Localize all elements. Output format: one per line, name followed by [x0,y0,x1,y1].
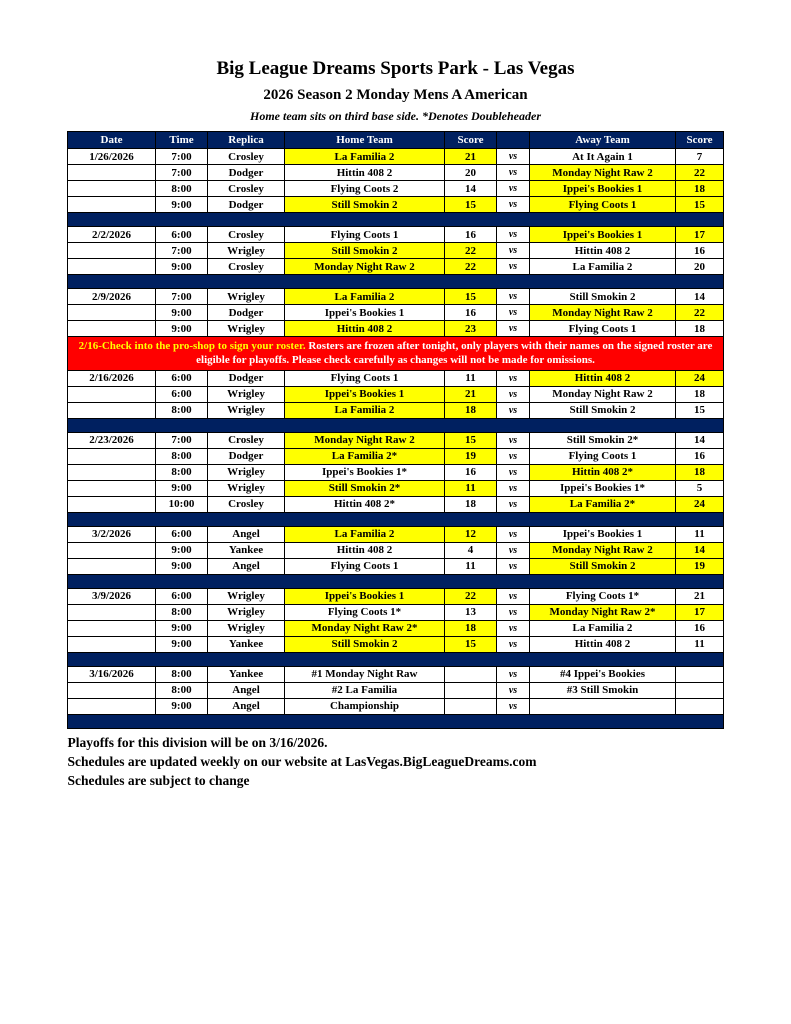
replica-cell: Angel [208,558,285,574]
game-row [68,526,724,542]
game-row [68,227,724,243]
game-row [68,181,724,197]
game-row [68,588,724,604]
column-header: Time [156,132,208,149]
vs-label: vs [497,432,530,448]
away-team-cell: Flying Coots 1* [530,588,676,604]
time-cell: 9:00 [156,698,208,714]
home-team-cell: Hittin 408 2 [285,542,445,558]
game-row [68,289,724,305]
home-score-cell: 11 [445,558,497,574]
time-cell: 9:00 [156,636,208,652]
separator-bar [68,652,724,666]
away-score-cell: 15 [676,402,724,418]
away-team-cell: Still Smokin 2 [530,558,676,574]
replica-cell: Wrigley [208,604,285,620]
away-team-cell: Still Smokin 2* [530,432,676,448]
home-score-cell: 22 [445,588,497,604]
separator-bar [68,714,724,728]
home-team-cell: Flying Coots 1 [285,558,445,574]
replica-cell: Yankee [208,542,285,558]
vs-label: vs [497,321,530,337]
game-row [68,666,724,682]
column-header: Replica [208,132,285,149]
replica-cell: Wrigley [208,243,285,259]
date-cell: 1/26/2026 [68,149,156,165]
separator-row [68,213,724,227]
vs-label: vs [497,402,530,418]
separator-row [68,652,724,666]
schedule-table [67,131,724,729]
away-team-cell: Hittin 408 2 [530,243,676,259]
separator-row [68,512,724,526]
time-cell: 6:00 [156,386,208,402]
table-body [68,149,724,729]
vs-label: vs [497,289,530,305]
home-team-cell: Flying Coots 1 [285,370,445,386]
away-team-cell: La Familia 2* [530,496,676,512]
time-cell: 7:00 [156,149,208,165]
away-team-cell: Ippei's Bookies 1 [530,181,676,197]
page-title: Big League Dreams Sports Park - Las Vegas [216,58,575,79]
home-team-cell: #1 Monday Night Raw [285,666,445,682]
home-team-cell: Ippei's Bookies 1 [285,305,445,321]
time-cell: 6:00 [156,588,208,604]
date-cell [68,165,156,181]
game-row [68,448,724,464]
away-score-cell: 19 [676,558,724,574]
away-team-cell: Still Smokin 2 [530,402,676,418]
replica-cell: Angel [208,698,285,714]
date-cell [68,496,156,512]
time-cell: 9:00 [156,542,208,558]
away-score-cell: 16 [676,243,724,259]
replica-cell: Yankee [208,636,285,652]
away-score-cell: 14 [676,289,724,305]
home-score-cell: 16 [445,464,497,480]
time-cell: 7:00 [156,243,208,259]
separator-row [68,574,724,588]
time-cell: 7:00 [156,289,208,305]
home-team-cell: Hittin 408 2* [285,496,445,512]
separator-bar [68,418,724,432]
vs-label: vs [497,197,530,213]
away-team-cell: At It Again 1 [530,149,676,165]
away-score-cell [676,682,724,698]
vs-label: vs [497,620,530,636]
vs-label: vs [497,305,530,321]
vs-label: vs [497,243,530,259]
vs-label: vs [497,526,530,542]
replica-cell: Yankee [208,666,285,682]
away-score-cell: 24 [676,496,724,512]
game-row [68,259,724,275]
page-subtitle: 2026 Season 2 Monday Mens A American [263,87,528,103]
date-cell: 2/16/2026 [68,370,156,386]
time-cell: 6:00 [156,370,208,386]
vs-label: vs [497,181,530,197]
column-header: Away Team [530,132,676,149]
date-cell: 2/23/2026 [68,432,156,448]
home-team-cell: Ippei's Bookies 1* [285,464,445,480]
date-cell: 3/9/2026 [68,588,156,604]
column-header: Home Team [285,132,445,149]
date-cell [68,464,156,480]
column-header: Date [68,132,156,149]
game-row [68,432,724,448]
time-cell: 8:00 [156,448,208,464]
home-team-cell: La Familia 2 [285,289,445,305]
vs-label: vs [497,542,530,558]
away-score-cell: 14 [676,542,724,558]
date-cell [68,698,156,714]
replica-cell: Wrigley [208,588,285,604]
game-row [68,480,724,496]
date-cell [68,620,156,636]
time-cell: 8:00 [156,402,208,418]
away-team-cell: Monday Night Raw 2 [530,542,676,558]
away-score-cell: 18 [676,386,724,402]
vs-label: vs [497,636,530,652]
away-score-cell: 17 [676,604,724,620]
game-row [68,305,724,321]
vs-label: vs [497,370,530,386]
home-score-cell [445,666,497,682]
time-cell: 8:00 [156,181,208,197]
away-team-cell: Monday Night Raw 2 [530,305,676,321]
away-score-cell: 18 [676,464,724,480]
home-team-cell: Still Smokin 2 [285,636,445,652]
away-score-cell: 16 [676,620,724,636]
away-score-cell: 24 [676,370,724,386]
away-team-cell: Monday Night Raw 2 [530,386,676,402]
away-team-cell: Flying Coots 1 [530,448,676,464]
vs-label: vs [497,386,530,402]
announcement-row [68,337,724,371]
home-team-cell: Still Smokin 2 [285,243,445,259]
home-score-cell: 20 [445,165,497,181]
home-score-cell: 15 [445,289,497,305]
date-cell [68,181,156,197]
date-cell [68,321,156,337]
game-row [68,321,724,337]
vs-label: vs [497,480,530,496]
replica-cell: Dodger [208,448,285,464]
column-header: Score [445,132,497,149]
home-score-cell: 18 [445,620,497,636]
time-cell: 7:00 [156,432,208,448]
away-team-cell: Hittin 408 2 [530,636,676,652]
replica-cell: Angel [208,682,285,698]
time-cell: 6:00 [156,526,208,542]
home-team-cell: Still Smokin 2* [285,480,445,496]
game-row [68,243,724,259]
away-team-cell: Flying Coots 1 [530,321,676,337]
away-score-cell [676,698,724,714]
separator-bar [68,574,724,588]
home-team-cell: Ippei's Bookies 1 [285,588,445,604]
away-score-cell: 14 [676,432,724,448]
vs-label: vs [497,496,530,512]
date-cell: 3/2/2026 [68,526,156,542]
away-score-cell [676,666,724,682]
home-score-cell: 19 [445,448,497,464]
away-team-cell: La Familia 2 [530,620,676,636]
footer-line: Schedules are updated weekly on our website at LasVegas.BigLeagueDreams.com [67,753,537,769]
home-score-cell: 18 [445,496,497,512]
date-cell [68,259,156,275]
away-team-cell: Hittin 408 2* [530,464,676,480]
home-score-cell: 14 [445,181,497,197]
time-cell: 8:00 [156,464,208,480]
page-note: Home team sits on third base side. *Denotes Doubleheader [250,109,541,123]
vs-label: vs [497,448,530,464]
time-cell: 9:00 [156,197,208,213]
home-score-cell: 22 [445,243,497,259]
replica-cell: Angel [208,526,285,542]
away-score-cell: 17 [676,227,724,243]
home-score-cell: 11 [445,370,497,386]
vs-label: vs [497,666,530,682]
away-team-cell: La Familia 2 [530,259,676,275]
time-cell: 8:00 [156,666,208,682]
home-score-cell: 12 [445,526,497,542]
home-team-cell: Championship [285,698,445,714]
vs-label: vs [497,165,530,181]
home-score-cell: 11 [445,480,497,496]
vs-label: vs [497,604,530,620]
replica-cell: Wrigley [208,480,285,496]
home-score-cell: 15 [445,432,497,448]
game-row [68,682,724,698]
home-team-cell: Flying Coots 1* [285,604,445,620]
game-row [68,386,724,402]
away-team-cell: Flying Coots 1 [530,197,676,213]
game-row [68,370,724,386]
replica-cell: Crosley [208,227,285,243]
home-score-cell: 15 [445,636,497,652]
time-cell: 7:00 [156,165,208,181]
date-cell [68,558,156,574]
home-team-cell: Flying Coots 1 [285,227,445,243]
date-cell: 3/16/2026 [68,666,156,682]
replica-cell: Crosley [208,149,285,165]
date-cell [68,305,156,321]
away-score-cell: 20 [676,259,724,275]
footer-line: Schedules are subject to change [67,772,250,788]
time-cell: 9:00 [156,480,208,496]
footer-line: Playoffs for this division will be on 3/16/2026. [67,734,328,750]
replica-cell: Wrigley [208,620,285,636]
date-cell: 2/2/2026 [68,227,156,243]
home-score-cell: 15 [445,197,497,213]
date-cell [68,480,156,496]
home-score-cell [445,698,497,714]
time-cell: 9:00 [156,259,208,275]
away-score-cell: 18 [676,181,724,197]
game-row [68,496,724,512]
away-score-cell: 11 [676,526,724,542]
away-team-cell: Monday Night Raw 2* [530,604,676,620]
replica-cell: Dodger [208,370,285,386]
vs-label: vs [497,588,530,604]
column-header: Score [676,132,724,149]
separator-bar [68,512,724,526]
replica-cell: Dodger [208,165,285,181]
replica-cell: Crosley [208,496,285,512]
away-team-cell: Ippei's Bookies 1 [530,526,676,542]
home-team-cell: #2 La Familia [285,682,445,698]
separator-bar [68,275,724,289]
vs-label: vs [497,149,530,165]
separator-bar [68,213,724,227]
away-score-cell: 16 [676,448,724,464]
game-row [68,558,724,574]
game-row [68,620,724,636]
away-score-cell: 5 [676,480,724,496]
separator-row [68,275,724,289]
home-score-cell [445,682,497,698]
home-team-cell: Monday Night Raw 2 [285,432,445,448]
footer [68,735,724,789]
home-score-cell: 21 [445,149,497,165]
home-team-cell: Ippei's Bookies 1 [285,386,445,402]
announcement-highlight: 2/16-Check into the pro-shop to sign your roster. [78,340,306,352]
home-team-cell: Monday Night Raw 2 [285,259,445,275]
away-score-cell: 7 [676,149,724,165]
vs-label: vs [497,464,530,480]
vs-label: vs [497,259,530,275]
replica-cell: Crosley [208,259,285,275]
home-score-cell: 4 [445,542,497,558]
date-cell: 2/9/2026 [68,289,156,305]
replica-cell: Wrigley [208,289,285,305]
away-score-cell: 18 [676,321,724,337]
vs-label: vs [497,698,530,714]
away-score-cell: 21 [676,588,724,604]
away-team-cell: Ippei's Bookies 1* [530,480,676,496]
game-row [68,165,724,181]
home-score-cell: 13 [445,604,497,620]
away-score-cell: 22 [676,305,724,321]
home-team-cell: La Familia 2* [285,448,445,464]
table-header-row [68,132,724,149]
announcement-text: Rosters are frozen after tonight, only players with their names on the signed roster are eligible for playoffs. Please check carefully as changes will not be made for omissions. [196,340,713,367]
time-cell: 10:00 [156,496,208,512]
game-row [68,402,724,418]
home-score-cell: 23 [445,321,497,337]
away-team-cell: Monday Night Raw 2 [530,165,676,181]
time-cell: 9:00 [156,620,208,636]
vs-label: vs [497,227,530,243]
home-team-cell: Flying Coots 2 [285,181,445,197]
game-row [68,149,724,165]
replica-cell: Crosley [208,432,285,448]
time-cell: 8:00 [156,604,208,620]
home-team-cell: Still Smokin 2 [285,197,445,213]
home-team-cell: Monday Night Raw 2* [285,620,445,636]
separator-row [68,418,724,432]
away-score-cell: 15 [676,197,724,213]
away-team-cell: Hittin 408 2 [530,370,676,386]
away-team-cell [530,698,676,714]
away-team-cell: Ippei's Bookies 1 [530,227,676,243]
home-score-cell: 16 [445,305,497,321]
home-score-cell: 22 [445,259,497,275]
replica-cell: Crosley [208,181,285,197]
date-cell [68,243,156,259]
announcement-cell [68,337,724,371]
vs-label: vs [497,558,530,574]
home-score-cell: 18 [445,402,497,418]
home-team-cell: La Familia 2 [285,402,445,418]
time-cell: 9:00 [156,321,208,337]
replica-cell: Wrigley [208,402,285,418]
date-cell [68,197,156,213]
vs-label: vs [497,682,530,698]
date-cell [68,386,156,402]
home-team-cell: La Familia 2 [285,526,445,542]
home-team-cell: Hittin 408 2 [285,321,445,337]
time-cell: 9:00 [156,558,208,574]
home-score-cell: 21 [445,386,497,402]
game-row [68,464,724,480]
separator-row [68,714,724,728]
time-cell: 6:00 [156,227,208,243]
home-score-cell: 16 [445,227,497,243]
replica-cell: Wrigley [208,386,285,402]
game-row [68,542,724,558]
away-team-cell: #4 Ippei's Bookies [530,666,676,682]
column-header [497,132,530,149]
replica-cell: Wrigley [208,321,285,337]
date-cell [68,682,156,698]
away-team-cell: #3 Still Smokin [530,682,676,698]
date-cell [68,604,156,620]
game-row [68,604,724,620]
home-team-cell: La Familia 2 [285,149,445,165]
date-cell [68,448,156,464]
away-team-cell: Still Smokin 2 [530,289,676,305]
replica-cell: Dodger [208,197,285,213]
away-score-cell: 11 [676,636,724,652]
time-cell: 8:00 [156,682,208,698]
time-cell: 9:00 [156,305,208,321]
date-cell [68,542,156,558]
game-row [68,197,724,213]
replica-cell: Wrigley [208,464,285,480]
date-cell [68,402,156,418]
away-score-cell: 22 [676,165,724,181]
date-cell [68,636,156,652]
replica-cell: Dodger [208,305,285,321]
game-row [68,698,724,714]
home-team-cell: Hittin 408 2 [285,165,445,181]
game-row [68,636,724,652]
